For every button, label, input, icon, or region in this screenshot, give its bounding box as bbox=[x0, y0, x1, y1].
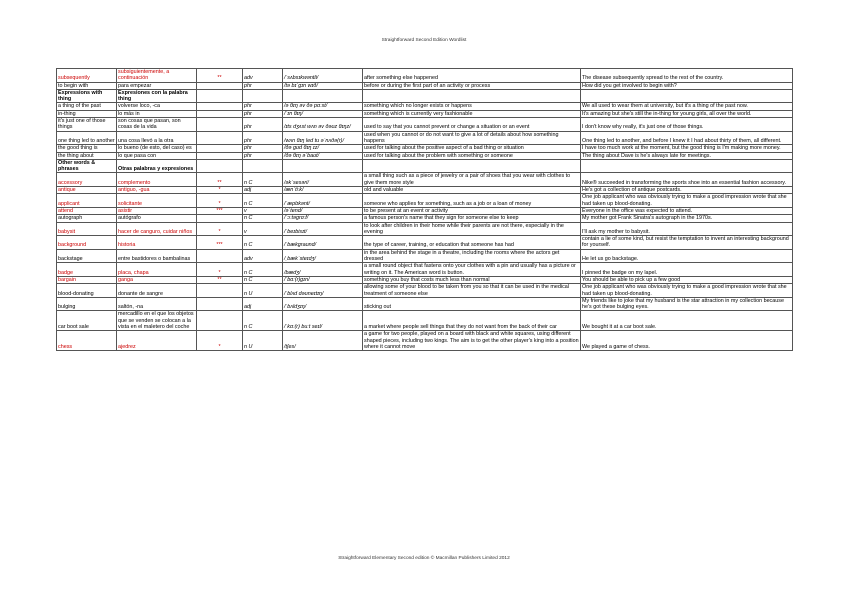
phonetic-cell: /əkˈsesəri/ bbox=[283, 173, 363, 187]
part-of-speech-cell: phr bbox=[243, 152, 283, 159]
headword-cell: antique bbox=[57, 187, 117, 194]
part-of-speech-cell: adj bbox=[243, 187, 283, 194]
translation-cell: placa, chapa bbox=[117, 263, 197, 277]
phonetic-cell: /ə θɪŋ əv ðə pɑːst/ bbox=[283, 103, 363, 110]
part-of-speech-cell: n U bbox=[243, 331, 283, 351]
part-of-speech-cell: adv bbox=[243, 69, 283, 83]
table-row bbox=[57, 207, 793, 214]
headword-cell: accessory bbox=[57, 173, 117, 187]
definition-cell: in the area behind the stage in a theatre, including the rooms where the actors get dressed bbox=[363, 249, 581, 263]
example-cell: I'll ask my mother to babysit. bbox=[581, 222, 793, 236]
example-cell: You should be able to pick up a few good bbox=[581, 276, 793, 283]
translation-cell: lo más in bbox=[117, 110, 197, 117]
part-of-speech-cell: n C bbox=[243, 173, 283, 187]
definition-cell: allowing some of your blood to be taken from you so that it can be used in the medical treatment of someone else bbox=[363, 284, 581, 298]
phonetic-cell: /ˈbʌldʒɪŋ/ bbox=[283, 297, 363, 311]
headword-cell: blood-donating bbox=[57, 284, 117, 298]
frequency-stars-cell: * bbox=[197, 263, 243, 277]
translation-cell: Expresiones con la palabra thing bbox=[117, 89, 197, 103]
part-of-speech-cell: phr bbox=[243, 131, 283, 145]
frequency-stars-cell bbox=[197, 89, 243, 103]
headword-cell: car boot sale bbox=[57, 311, 117, 331]
translation-cell: historia bbox=[117, 236, 197, 250]
headword-cell: backstage bbox=[57, 249, 117, 263]
definition-cell: something which is currently very fashionable bbox=[363, 110, 581, 117]
frequency-stars-cell bbox=[197, 103, 243, 110]
translation-cell: ganga bbox=[117, 276, 197, 283]
part-of-speech-cell bbox=[243, 159, 283, 173]
part-of-speech-cell: n C bbox=[243, 311, 283, 331]
part-of-speech-cell bbox=[243, 89, 283, 103]
frequency-stars-cell bbox=[197, 284, 243, 298]
definition-cell: before or during the first part of an activity or process bbox=[363, 82, 581, 89]
frequency-stars-cell bbox=[197, 215, 243, 222]
translation-cell: lo bueno (de esto, del caso) es bbox=[117, 145, 197, 152]
example-cell: My mother got Frank Sinatra's autograph in the 1970s. bbox=[581, 215, 793, 222]
definition-cell: used to say that you cannot prevent or change a situation or an event bbox=[363, 118, 581, 132]
translation-cell: solicitante bbox=[117, 194, 197, 208]
headword-cell: chess bbox=[57, 331, 117, 351]
translation-cell: ajedrez bbox=[117, 331, 197, 351]
table-row bbox=[57, 236, 793, 250]
phonetic-cell: /ˈbeɪbisɪt/ bbox=[283, 222, 363, 236]
translation-cell: antiguo, -gua bbox=[117, 187, 197, 194]
table-row bbox=[57, 297, 793, 311]
headword-cell: the thing about bbox=[57, 152, 117, 159]
headword-cell: the good thing is bbox=[57, 145, 117, 152]
translation-cell: para empezar bbox=[117, 82, 197, 89]
translation-cell: volverse loco, -ca bbox=[117, 103, 197, 110]
table-row bbox=[57, 131, 793, 145]
frequency-stars-cell bbox=[197, 297, 243, 311]
translation-cell: donante de sangre bbox=[117, 284, 197, 298]
example-cell: I don't know why really, it's just one of those things. bbox=[581, 118, 793, 132]
definition-cell: after something else happened bbox=[363, 69, 581, 83]
table-row bbox=[57, 284, 793, 298]
part-of-speech-cell: adv bbox=[243, 249, 283, 263]
part-of-speech-cell: phr bbox=[243, 145, 283, 152]
definition-cell: to be present at an event or activity bbox=[363, 207, 581, 214]
headword-cell: background bbox=[57, 236, 117, 250]
example-cell: contain a lie of some kind, but resist the temptation to invent an interesting background for yourself. bbox=[581, 236, 793, 250]
definition-cell: a famous person's name that they sign for someone else to keep bbox=[363, 215, 581, 222]
definition-cell: the type of career, training, or education that someone has had bbox=[363, 236, 581, 250]
example-cell: It's amazing but she's still the in-thing for young girls, all over the world. bbox=[581, 110, 793, 117]
translation-cell: autógrafo bbox=[117, 215, 197, 222]
definition-cell: a game for two people, played on a board with black and white squares, using different shaped pieces, including two kings. The aim is to get the other player's king into a position where it cannot move bbox=[364, 331, 579, 350]
phonetic-cell: /ˈkɑː(r) buːt seɪl/ bbox=[283, 311, 363, 331]
table-row bbox=[57, 110, 793, 117]
translation-cell: subsiguientemente, a continuación bbox=[117, 69, 197, 83]
example-cell: I have too much work at the moment, but the good thing is I'm making more money. bbox=[581, 145, 793, 152]
phonetic-cell: /wʌn θɪŋ led tu əˈnʌðə(r)/ bbox=[283, 131, 363, 145]
definition-cell bbox=[363, 89, 581, 103]
example-cell: How did you get involved to begin with? bbox=[581, 82, 793, 89]
part-of-speech-cell: phr bbox=[243, 103, 283, 110]
part-of-speech-cell: n C bbox=[243, 276, 283, 283]
table-row bbox=[57, 103, 793, 110]
frequency-stars-cell bbox=[197, 249, 243, 263]
translation-cell: Otras palabras y expresiones bbox=[117, 159, 197, 173]
table-row bbox=[57, 69, 793, 83]
phonetic-cell: /ˈæplɪkənt/ bbox=[283, 194, 363, 208]
frequency-stars-cell: *** bbox=[197, 207, 243, 214]
headword-cell: Expressions with thing bbox=[57, 89, 117, 103]
section-row bbox=[57, 89, 793, 103]
phonetic-cell: /ˈɔːtəɡrɑːf/ bbox=[283, 215, 363, 222]
example-cell bbox=[581, 159, 793, 173]
headword-cell: one thing led to another bbox=[57, 131, 117, 145]
table-row bbox=[57, 263, 793, 277]
headword-cell: babysit bbox=[57, 222, 117, 236]
definition-cell: someone who applies for something, such as a job or a loan of money bbox=[363, 194, 581, 208]
translation-cell: una cosa llevó a la otra bbox=[117, 131, 197, 145]
translation-cell: hacer de canguro, cuidar niños bbox=[117, 222, 197, 236]
table-row bbox=[57, 145, 793, 152]
translation-cell: lo que pasa con bbox=[117, 152, 197, 159]
phonetic-cell: /ˈbɑː(r)ɡɪn/ bbox=[283, 276, 363, 283]
table-row bbox=[57, 311, 793, 331]
part-of-speech-cell: n U bbox=[243, 284, 283, 298]
definition-cell: sticking out bbox=[363, 297, 581, 311]
definition-cell bbox=[363, 159, 581, 173]
example-cell: We all used to wear them at university, but it's a thing of the past now. bbox=[581, 103, 793, 110]
phonetic-cell: /ˈbækɡraʊnd/ bbox=[283, 236, 363, 250]
example-cell: One job applicant who was obviously trying to make a good impression wrote that she had taken up blood-donating. bbox=[581, 284, 793, 298]
example-cell: Everyone in the office was expected to attend. bbox=[581, 207, 793, 214]
part-of-speech-cell: v bbox=[243, 222, 283, 236]
frequency-stars-cell bbox=[197, 159, 243, 173]
frequency-stars-cell bbox=[197, 118, 243, 132]
table-row bbox=[57, 118, 793, 132]
example-cell: One job applicant who was obviously trying to make a good impression wrote that she had taken up blood-donating. bbox=[581, 194, 793, 208]
definition-cell: used for talking about the problem with something or someone bbox=[363, 152, 581, 159]
example-cell bbox=[581, 89, 793, 103]
table-row bbox=[57, 152, 793, 159]
table-row bbox=[57, 222, 793, 236]
headword-cell: applicant bbox=[57, 194, 117, 208]
frequency-stars-cell bbox=[197, 152, 243, 159]
example-cell: Nike® succeeded in transforming the sports shoe into an essential fashion accessory. bbox=[581, 173, 793, 187]
frequency-stars-cell: * bbox=[197, 222, 243, 236]
headword-cell: Other words & phrases bbox=[57, 159, 117, 173]
definition-cell: something you buy that costs much less than normal bbox=[363, 276, 581, 283]
example-cell: My friends like to joke that my husband is the star attraction in my collection because he's got these bulging eyes. bbox=[581, 297, 793, 311]
phonetic-cell: /tə bɪˈɡɪn wɪð/ bbox=[283, 82, 363, 89]
translation-cell: son cosas que pasan, son cosas de la vida bbox=[117, 118, 197, 132]
table-row bbox=[57, 276, 793, 283]
headword-cell: attend bbox=[57, 207, 117, 214]
definition-cell: a small thing such as a piece of jewelry or a pair of shoes that you wear with clothes to give them more style bbox=[363, 173, 581, 187]
frequency-stars-cell: ** bbox=[197, 276, 243, 283]
frequency-stars-cell bbox=[197, 82, 243, 89]
frequency-stars-cell: * bbox=[197, 331, 243, 351]
translation-cell: saltón, -na bbox=[117, 297, 197, 311]
part-of-speech-cell: phr bbox=[243, 82, 283, 89]
table-row bbox=[57, 215, 793, 222]
phonetic-cell: /bædʒ/ bbox=[283, 263, 363, 277]
frequency-stars-cell: * bbox=[197, 187, 243, 194]
example-cell: He's got a collection of antique postcards. bbox=[581, 187, 793, 194]
frequency-stars-cell bbox=[197, 311, 243, 331]
frequency-stars-cell bbox=[197, 131, 243, 145]
example-cell: We played a game of chess. bbox=[581, 331, 793, 351]
table-row bbox=[57, 173, 793, 187]
part-of-speech-cell: v bbox=[243, 207, 283, 214]
example-cell: I pinned the badge on my lapel. bbox=[581, 263, 793, 277]
phonetic-cell: /ænˈtiːk/ bbox=[283, 187, 363, 194]
part-of-speech-cell: n C bbox=[243, 263, 283, 277]
table-row bbox=[57, 331, 793, 351]
example-cell: He let us go backstage. bbox=[581, 249, 793, 263]
phonetic-cell: /ðə ɡʊd θɪŋ ɪz/ bbox=[283, 145, 363, 152]
part-of-speech-cell: phr bbox=[243, 110, 283, 117]
phonetic-cell: /əˈtend/ bbox=[283, 207, 363, 214]
translation-cell: asistir bbox=[117, 207, 197, 214]
phonetic-cell bbox=[283, 159, 363, 173]
headword-cell: a thing of the past bbox=[57, 103, 117, 110]
part-of-speech-cell: adj bbox=[243, 297, 283, 311]
phonetic-cell bbox=[283, 89, 363, 103]
headword-cell: bargain bbox=[57, 276, 117, 283]
phonetic-cell: /ˌbækˈsteɪdʒ/ bbox=[283, 249, 363, 263]
phonetic-cell: /ðə θɪŋ əˈbaʊt/ bbox=[283, 152, 363, 159]
table-row bbox=[57, 194, 793, 208]
definition-cell: something which no longer exists or happens bbox=[363, 103, 581, 110]
part-of-speech-cell: n C bbox=[243, 194, 283, 208]
table-row bbox=[57, 187, 793, 194]
page-footer: Straightforward Elementary Second edition © Macmillan Publishers Limited 2012 bbox=[338, 556, 510, 561]
part-of-speech-cell: phr bbox=[243, 118, 283, 132]
frequency-stars-cell: ** bbox=[197, 69, 243, 83]
part-of-speech-cell: n C bbox=[243, 236, 283, 250]
translation-cell: entre bastidores o bambalinas bbox=[117, 249, 197, 263]
phonetic-cell: /tʃes/ bbox=[283, 331, 363, 351]
phonetic-cell: /ˈɪn θɪŋ/ bbox=[283, 110, 363, 117]
definition-cell: old and valuable bbox=[363, 187, 581, 194]
section-row bbox=[57, 159, 793, 173]
phonetic-cell: /ˈblʌd dəʊneɪtɪŋ/ bbox=[283, 284, 363, 298]
headword-cell: in-thing bbox=[57, 110, 117, 117]
part-of-speech-cell: n C bbox=[243, 215, 283, 222]
definition-cell: to look after children in their home while their parents are not there, especially in the evening bbox=[363, 222, 581, 236]
headword-cell: to begin with bbox=[57, 82, 117, 89]
example-cell: We bought it at a car boot sale. bbox=[581, 311, 793, 331]
frequency-stars-cell: ** bbox=[197, 173, 243, 187]
headword-cell: subsequently bbox=[57, 69, 117, 83]
headword-cell: autograph bbox=[57, 215, 117, 222]
headword-cell: badge bbox=[57, 263, 117, 277]
definition-cell: used for talking about the positive aspect of a bad thing or situation bbox=[363, 145, 581, 152]
phonetic-cell: /ˈsʌbsɪkwəntli/ bbox=[283, 69, 363, 83]
frequency-stars-cell: * bbox=[197, 194, 243, 208]
frequency-stars-cell: *** bbox=[197, 236, 243, 250]
translation-cell: mercadillo en el que los objetos que se venden se colocan a la vista en el maletero del coche bbox=[117, 311, 197, 331]
example-cell: The disease subsequently spread to the rest of the country. bbox=[581, 69, 793, 83]
frequency-stars-cell bbox=[197, 110, 243, 117]
translation-cell: complemento bbox=[117, 173, 197, 187]
headword-cell: it's just one of those things bbox=[57, 118, 117, 132]
phonetic-cell: /ɪts dʒʌst wʌn əv ðəʊz θɪŋz/ bbox=[283, 118, 363, 132]
page-header: Straightforward Second Edition Wordlist bbox=[381, 38, 467, 43]
definition-cell: a market where people sell things that they do not want from the back of their car bbox=[363, 311, 581, 331]
wordlist-table bbox=[56, 68, 793, 351]
example-cell: The thing about Dave is he's always late for meetings. bbox=[581, 152, 793, 159]
table-row bbox=[57, 82, 793, 89]
example-cell: One thing led to another, and before I knew it I had about thirty of them, all different. bbox=[581, 131, 793, 145]
headword-cell: bulging bbox=[57, 297, 117, 311]
definition-cell: a small round object that fastens onto your clothes with a pin and usually has a picture or writing on it. The American word is button. bbox=[363, 263, 581, 277]
frequency-stars-cell bbox=[197, 145, 243, 152]
definition-cell: used when you cannot or do not want to give a lot of details about how something happens bbox=[363, 131, 581, 145]
wordlist-rows bbox=[57, 69, 793, 351]
table-row bbox=[57, 249, 793, 263]
